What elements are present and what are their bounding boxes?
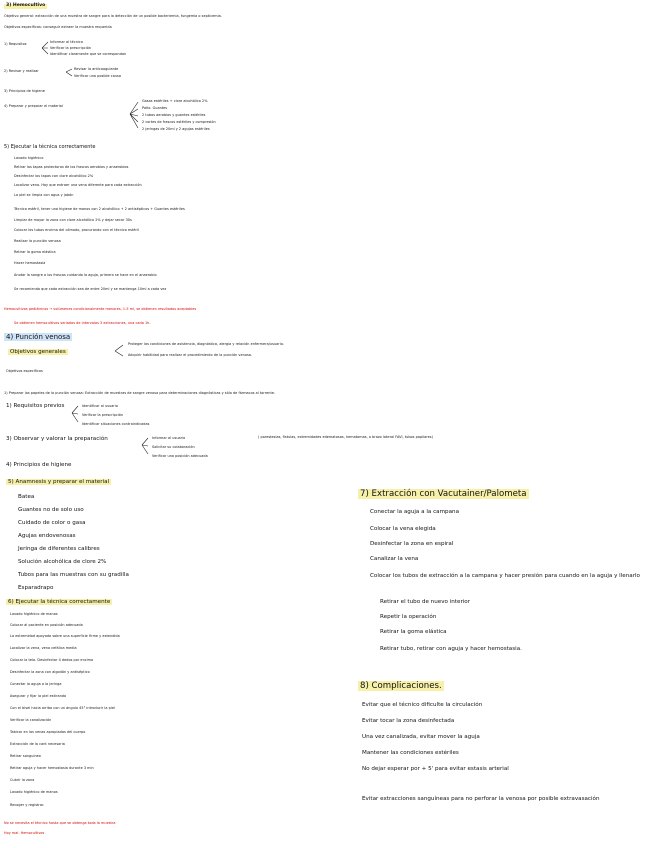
list-item: Esparadrapo <box>18 585 54 591</box>
list-item: Retirar los tapas protectoras de los frascos aerobios y anaerobios <box>14 165 129 169</box>
red-note: No se necesita el técnico hasta que se obtenga toda la muestra <box>4 821 116 825</box>
requisite-item: Verificar la prescripción <box>50 46 92 50</box>
list-item: Asegurar y fijar la piel estirando <box>10 694 67 698</box>
material-item: 2 tubos aerobios y guantes estériles <box>142 113 206 117</box>
list-item: Limpiar de mayor la zona con clore alcohólico 2% y dejar secar 30s <box>14 218 132 222</box>
list-item: Desinfectar la zona con algodón y antiséptico <box>10 670 90 674</box>
material-item: Gasas estériles + clore alcohólico 2% <box>142 99 208 103</box>
brace-icon <box>142 436 150 458</box>
list-item: Desinfectar la zona en espiral <box>370 541 454 547</box>
review-label: 2) Revisar y realizar <box>4 69 39 73</box>
list-item: Lavado higiénico <box>14 156 44 160</box>
objective-item: Proteger las condiciones de asistencia, diagnóstica, alergia y relación enfermera/usuario. <box>128 342 284 346</box>
section-8-title <box>358 682 444 691</box>
list-item: Anotar la sangre a los frascos cuidando la aguja, primero se hace en el anaerobio <box>14 273 157 277</box>
requisite-item: Verificar la prescripción <box>82 413 124 417</box>
list-item: Guantes no de solo uso <box>18 507 84 513</box>
material-item: 2 jeringas de 20ml y 2 agujas estériles <box>142 127 210 131</box>
list-item: Solución alcohólica de clore 2% <box>18 559 107 565</box>
brace-icon <box>115 344 125 358</box>
section-4-title-text: 4) Punción venosa <box>6 333 71 341</box>
requisite-item: Identificar situaciones contraindicadas <box>82 422 150 426</box>
list-item: Lavado higiénico de manos <box>10 790 58 794</box>
list-item: Batea <box>18 494 35 500</box>
observe-item: Solicitar su colaboración <box>152 445 195 449</box>
list-item: Desinfectar los tapas con clore alcohólico 2% <box>14 174 94 178</box>
requisites-label: 1) Requisitos previos <box>6 403 65 409</box>
list-item: Se recomienda que cada extracción sea de entre 20ml y se mantenga 10ml a cada vez <box>14 287 167 291</box>
list-item: Localizar la vena, vena cefálica media <box>10 646 77 650</box>
requisite-item: Informar al técnico <box>50 40 83 44</box>
list-item: Colocar los tubos encima del cómodo, procurando con el técnico estéril <box>14 228 139 232</box>
material-label: 4) Preparar y preparar el material <box>4 104 63 108</box>
list-item: Verificar la canalización <box>10 718 52 722</box>
objectives-general-text: Objetivos generales <box>10 349 66 355</box>
list-item: Jeringa de diferentes calibres <box>18 546 100 552</box>
review-item: Verificar una posible causa <box>74 74 121 78</box>
objectives-general-label <box>8 350 68 356</box>
review-item: Revisar la anticoagulante <box>74 67 119 71</box>
brace-icon <box>42 41 50 57</box>
list-item: La extremidad apoyada sobre una superficie firme y extendida <box>10 634 120 638</box>
objectives-specific-label: Objetivos específicos <box>6 369 43 373</box>
list-item: Evitar extracciones sanguíneas para no perforar la venosa por posible extravasación <box>362 796 600 802</box>
list-item: Localizar vena. Hay que extraer una vena diferente para cada extracción <box>14 183 142 187</box>
list-item: La piel se limpia con agua y jabón <box>14 193 74 197</box>
list-item: Canalizar la vena <box>370 556 419 562</box>
list-item: Conectar la aguja a la campana <box>370 509 460 515</box>
section-7-title <box>358 490 529 499</box>
list-item: Lavado higiénico de manos <box>10 612 58 616</box>
observe-label: 3) Observar y valorar la preparación <box>6 436 108 442</box>
observe-item: Verificar una posición adecuada <box>152 454 208 458</box>
list-item: Tubos para las muestras con su gradilla <box>18 572 129 578</box>
list-item: Con el bisel hacia arriba con un ángulo 45° introducir la piel <box>10 706 115 710</box>
section-4-title <box>4 334 72 341</box>
observe-item: Informar al usuario <box>152 436 186 440</box>
list-item: Retirar aguja y hacer hemostasia durante 3 min <box>10 766 94 770</box>
brace-icon <box>72 404 80 426</box>
section-3-title: 3) Hemocultivo <box>6 3 46 8</box>
list-item: Mantener las condiciones estériles <box>362 750 459 756</box>
list-item: Repetir la operación <box>380 614 437 620</box>
list-item: Recoger y registrar. <box>10 803 45 807</box>
list-item: Técnica estéril, tener una higiene de manos con 2 alcohólico + 2 antisépticos + Guantes estériles <box>14 207 185 211</box>
hygiene-label: 4) Principios de higiene <box>6 462 72 468</box>
technique-label-text: 6) Ejecutar la técnica correctamente <box>8 599 111 605</box>
list-item: Retirar la goma elástica <box>380 629 447 635</box>
section-7-title-text: 7) Extracción con Vacutainer/Palometa <box>360 489 527 499</box>
technique-label: 5) Ejecutar la técnica correctamente <box>4 144 96 150</box>
list-item: No dejar esperar por + 5' para evitar estasis arterial <box>362 766 509 772</box>
requisite-item: Identificar al usuario <box>82 404 118 408</box>
list-item: Cubrir la zona <box>10 778 35 782</box>
objective-general: Objetivo general: extracción de una muestra de sangre para la detección de un posible bacteriemia, fungemia o septicemia. <box>4 14 222 18</box>
purpose-line: 1) Preparar los papeles de la punción venosa: Extracción de muestras de sangre venosa para determinaciones diagnósticas y sólo de fármacos al torrente. <box>4 391 276 395</box>
red-note: Hemocultivos pediátricos → volúmenes condicionalmente menores, 1-5 ml, se obtienen resultados aceptables <box>4 307 197 311</box>
list-item: Colocar la vena elegida <box>370 526 436 532</box>
requisites-label: 1) Requisitos <box>4 42 27 46</box>
red-note: Se obtienen hemocultivos seriados de intervalos 3 extracciones, una cada 1h. <box>14 321 151 325</box>
brace-icon <box>66 68 74 78</box>
list-item: Extracción de la cant necesaria <box>10 742 65 746</box>
list-item: Realizar la punción venosa <box>14 239 61 243</box>
objective-specific: Objetivos específicos: conseguir extraer la muestra requerida <box>4 25 112 29</box>
objective-item: Adquirir habilidad para realizar el procedimiento de la punción venosa. <box>128 353 253 357</box>
material-item: 2 cortes de frascos estériles y compresión <box>142 120 216 124</box>
list-item: Colocar al paciente en posición adecuada <box>10 623 83 627</box>
brace-icon <box>130 100 140 130</box>
material-label-text: 5) Anamnesis y preparar el material <box>8 479 110 485</box>
list-item: Una vez canalizada, evitar mover la aguja <box>362 734 480 740</box>
list-item: Cuidado de color o gasa <box>18 520 86 526</box>
technique-label <box>6 600 112 606</box>
list-item: Conectar la aguja a la jeringa <box>10 682 62 686</box>
list-item: Colocar los tubos de extracción a la campana y hacer presión para cuando en la aguja y llenarlo <box>370 573 640 579</box>
section-8-title-text: 8) Complicaciones. <box>360 681 442 691</box>
list-item: Evitar que el técnico dificulte la circulación <box>362 702 483 708</box>
list-item: Tabicar en las venas apropiadas del cuerpo <box>10 730 86 734</box>
list-item: Retirar la goma elástica <box>14 250 56 254</box>
red-note: Hoy mal. Hemocultivos <box>4 831 45 835</box>
material-label <box>6 480 111 486</box>
requisite-item: Identificar claramente que se correspondan <box>50 52 127 56</box>
list-item: Retirar tubo, retirar con aguja y hacer hemostasia. <box>380 646 522 652</box>
contraindications-note: ( parestesias, fístulas, extremidades edematosas, hematomas, o brazo lateral FAVI, tubos papilares) <box>258 435 433 439</box>
list-item: Colocar la tela. Desinfectar 4 dedos por encima <box>10 658 94 662</box>
list-item: Retirar el tubo de nuevo interior <box>380 599 471 605</box>
list-item: Evitar tocar la zona desinfectada <box>362 718 455 724</box>
material-item: Paño. Guantes <box>142 106 168 110</box>
hygiene-label: 3) Principios de higiene <box>4 89 45 93</box>
list-item: Hacer hemostasia <box>14 261 46 265</box>
list-item: Agujas endovenosas <box>18 533 76 539</box>
list-item: Retirar sanguineo <box>10 754 41 758</box>
